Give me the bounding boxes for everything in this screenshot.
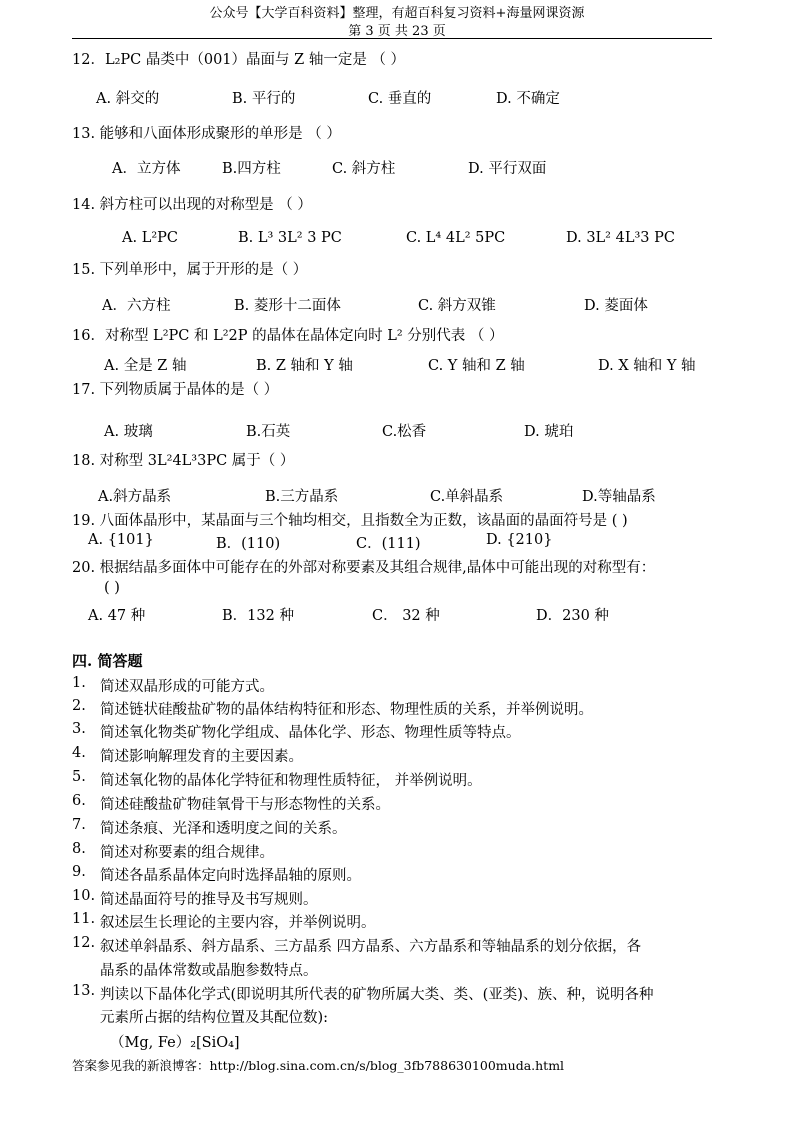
sa-4-text: 简述影响解理发育的主要因素。 [100, 749, 303, 765]
question-15-option-d: D. 菱面体 [584, 298, 648, 314]
sa-2-number: 2. [72, 698, 86, 714]
question-16-option-d: D. X 轴和 Y 轴 [598, 358, 696, 374]
question-14-option-a: A. L²PC [122, 230, 178, 246]
sa-13-text-continued: 元素所占据的结构位置及其配位数): [100, 1010, 329, 1026]
question-20-stem: 20. 根据结晶多面体中可能存在的外部对称要素及其组合规律,晶体中可能出现的对称型有： [72, 560, 656, 576]
question-14-option-c: C. L⁴ 4L² 5PC [406, 230, 506, 246]
question-19-option-b: B．(110) [216, 536, 281, 552]
sa-13-text: 判读以下晶体化学式(即说明其所代表的矿物所属大类、类、(亚类)、族、种，说明各种 [100, 987, 654, 1003]
sa-1-text: 简述双晶形成的可能方式。 [100, 679, 274, 695]
question-13-option-d: D. 平行双面 [468, 161, 547, 177]
sa-10-number: 10. [72, 888, 96, 904]
sa-10-text: 简述晶面符号的推导及书写规则。 [100, 892, 318, 908]
footer-blog-link[interactable]: 答案参见我的新浪博客：http://blog.sina.com.cn/s/blog_3fb788630100muda.html [72, 1058, 565, 1073]
question-18-option-b: B.三方晶系 [265, 489, 339, 505]
question-14-stem: 14. 斜方柱可以出现的对称型是 （ ） [72, 197, 312, 213]
sa-1-number: 1. [72, 675, 86, 691]
question-17-option-b: B.石英 [246, 424, 291, 440]
question-16-option-c: C. Y 轴和 Z 轴 [428, 358, 525, 374]
header-divider [72, 38, 712, 39]
sa-11-text: 叙述层生长理论的主要内容，并举例说明。 [100, 915, 376, 931]
question-12-stem: 12．L₂PC 晶类中（001）晶面与 Z 轴一定是 （ ） [72, 52, 406, 68]
question-20-option-b: B．132 种 [222, 608, 294, 624]
sa-9-number: 9. [72, 864, 86, 880]
sa-3-number: 3. [72, 721, 86, 737]
question-12-option-a: A. 斜交的 [96, 91, 160, 107]
sa-5-number: 5. [72, 769, 86, 785]
question-13-option-c: C. 斜方柱 [332, 161, 396, 177]
question-12-option-b: B. 平行的 [232, 91, 296, 107]
sa-5-text: 简述氧化物的晶体化学特征和物理性质特征， 并举例说明。 [100, 773, 482, 789]
question-13-option-b: B.四方柱 [222, 161, 281, 177]
sa-3-text: 简述氧化物类矿物化学组成、晶体化学、形态、物理性质等特点。 [100, 725, 521, 741]
question-19-option-c: C．(111) [356, 536, 421, 552]
sa-13-number: 13. [72, 983, 96, 999]
sa-8-text: 简述对称要素的组合规律。 [100, 845, 274, 861]
question-15-option-c: C. 斜方双锥 [418, 298, 496, 314]
question-19-option-a: A. {101} [88, 532, 154, 548]
sa-12-text-continued: 晶系的晶体常数或晶胞参数特点。 [100, 963, 318, 979]
question-19-stem: 19. 八面体晶形中，某晶面与三个轴均相交，且指数全为正数，该晶面的晶面符号是 ( ) [72, 513, 628, 529]
sa-9-text: 简述各晶系晶体定向时选择晶轴的原则。 [100, 868, 361, 884]
question-15-stem: 15. 下列单形中，属于开形的是（ ） [72, 262, 308, 278]
question-20-answer-blank: ( ) [104, 580, 120, 596]
page-header-title: 公众号【大学百科资料】整理，有超百科复习资料+海量网课资源 [209, 6, 585, 21]
question-15-option-b: B. 菱形十二面体 [234, 298, 341, 314]
question-14-option-d: D. 3L² 4L³3 PC [566, 230, 675, 246]
sa-2-text: 简述链状硅酸盐矿物的晶体结构特征和形态、物理性质的关系，并举例说明。 [100, 702, 593, 718]
question-18-option-c: C.单斜晶系 [430, 489, 504, 505]
sa-7-text: 简述条痕、光泽和透明度之间的关系。 [100, 821, 347, 837]
question-20-option-d: D．230 种 [536, 608, 609, 624]
sa-12-text: 叙述单斜晶系、斜方晶系、三方晶系 四方晶系、六方晶系和等轴晶系的划分依据，各 [100, 939, 642, 955]
question-16-option-a: A. 全是 Z 轴 [104, 358, 187, 374]
sa-6-text: 简述硅酸盐矿物硅氧骨干与形态物性的关系。 [100, 797, 390, 813]
question-16-stem: 16．对称型 L²PC 和 L²2P 的晶体在晶体定向时 L² 分别代表 （ ） [72, 328, 504, 344]
sa-6-number: 6. [72, 793, 86, 809]
question-12-option-d: D. 不确定 [496, 91, 560, 107]
sa-13-formula: （Mg, Fe）₂[SiO₄] [110, 1035, 240, 1051]
question-17-option-c: C.松香 [382, 424, 427, 440]
question-12-option-c: C. 垂直的 [368, 91, 432, 107]
sa-11-number: 11. [72, 911, 96, 927]
question-13-stem: 13. 能够和八面体形成聚形的单形是 （ ） [72, 126, 341, 142]
question-18-stem: 18. 对称型 3L²4L³3PC 属于（ ） [72, 453, 295, 469]
question-14-option-b: B. L³ 3L² 3 PC [238, 230, 342, 246]
sa-12-number: 12. [72, 935, 96, 951]
sa-8-number: 8. [72, 841, 86, 857]
question-16-option-b: B. Z 轴和 Y 轴 [256, 358, 353, 374]
question-20-option-c: C． 32 种 [372, 608, 440, 624]
question-20-option-a: A. 47 种 [88, 608, 146, 624]
sa-7-number: 7. [72, 817, 86, 833]
question-17-option-a: A. 玻璃 [104, 424, 153, 440]
page-number: 第 3 页 共 23 页 [348, 24, 446, 39]
question-15-option-a: A．六方柱 [102, 298, 171, 314]
question-18-option-d: D.等轴晶系 [582, 489, 656, 505]
question-18-option-a: A.斜方晶系 [98, 489, 172, 505]
question-19-option-d: D. {210} [486, 532, 553, 548]
question-17-option-d: D. 琥珀 [524, 424, 574, 440]
question-17-stem: 17. 下列物质属于晶体的是（ ） [72, 382, 279, 398]
question-13-option-a: A．立方体 [112, 161, 181, 177]
section-title-short-answer: 四. 简答题 [72, 652, 143, 670]
sa-4-number: 4. [72, 745, 86, 761]
